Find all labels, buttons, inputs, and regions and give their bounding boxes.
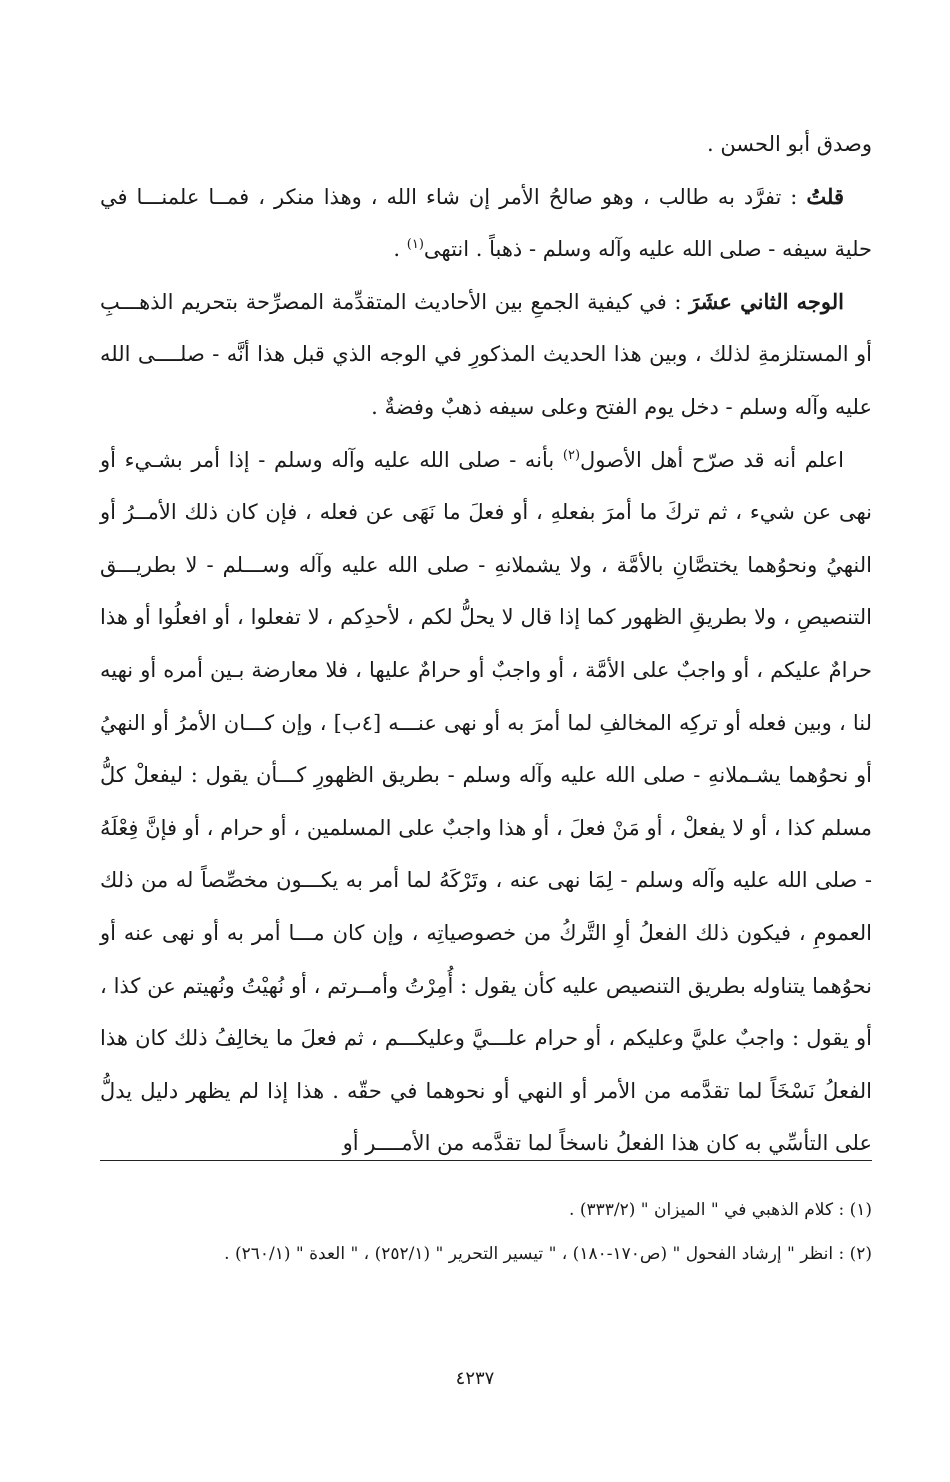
paragraph-1	[100, 118, 872, 171]
paragraph-4	[100, 434, 872, 1170]
paragraph-2-tail: .	[393, 237, 407, 262]
page-number: ٤٢٣٧	[455, 1368, 495, 1389]
footnote-ref-2: (٢)	[562, 447, 581, 463]
paragraph-4-tail: بأنه - صلى الله عليه وآله وسلم - إذا أمر بشـيء أو نهى عن شيء ، ثم تركَ ما أمرَ بفعلهِ ، أو فعلَ ما نَهَى عن فعله ، فإن كان ذلك الأمــرُ أو النهيُ ونحوُهما يختصَّانِ بالأمَّة ، ولا يشملانهِ - صلى الله عليه وآله وســـلم - لا بطريـــق التنصيصِ ، ولا بطريقِ الظهور كما إذا قال لا يحلُّ لكم ، لأحدِكم ، لا تفعلوا ، أو افعلُوا أو هذا حرامٌ عليكم ، أو واجبٌ على الأمَّة ، أو واجبٌ أو حرامٌ عليها ، فلا معارضة بـين أمره أو نهيه لنا ، وبين فعله أو تركِه المخالفِ لما أمرَ به أو نهى عنـــه [٤ب] ، وإن كـــان الأمرُ أو النهيُ أو نحوُهما يشـملانهِ - صلى الله عليه وآله وسلم - بطريق الظهورِ كـــأن يقول : ليفعلْ كلُّ مسلم كذا ، أو لا يفعلْ ، أو مَنْ فعلَ ، أو هذا واجبٌ على المسلمين ، أو حرام ، أو فإنَّ فِعْلَهُ - صلى الله عليه وآله وسلم - لِمَا نهى عنه ، وتَرْكَهُ لما أمر به يكـــون مخصِّصاً له من ذلك العمومِ ، فيكون ذلك الفعلُ أوِ التَّركُ من خصوصياتِه ، وإن كان مـــا أمر به أو نهى عنه أو نحوُهما يتناوله بطريق التنصيص عليه كأن يقول : أُمِرْتُ وأمــرتم ، أو نُهيْتُ ونُهيتم عن كذا ، أو يقول : واجبٌ عليَّ وعليكم ، أو حرام علـــيَّ وعليكـــم ، ثم فعلَ ما يخالِفُ ذلك كان هذا الفعلُ نَسْخَاً لما تقدَّمه من الأمر أو النهي أو نحوهما في حقّه . هذا إذا لم يظهر دليل يدلُّ على التأسِّي به كان هذا الفعلُ ناسخاً لما تقدَّمه من الأمــــر أو	[100, 447, 873, 1156]
main-text	[100, 118, 872, 1170]
paragraph-2	[100, 171, 872, 276]
paragraph-3-lead: الوجه الثاني عشَرَ	[689, 288, 844, 314]
paragraph-1-text: وصدق أبو الحسن .	[706, 132, 872, 156]
paragraph-3	[100, 276, 872, 434]
footnote-divider	[100, 1160, 872, 1161]
footnote-2: (٢) : انظر " إرشاد الفحول " (ص١٧٠-١٨٠) ، " تيسير التحرير " (٢٥٢/١) ، " العدة " (٢٦٠/١) .	[224, 1244, 872, 1264]
paragraph-4-text: اعلم أنه قد صرّح أهل الأصول	[580, 447, 844, 472]
paragraph-2-text: : تفرَّد به طالب ، وهو صالحُ الأمر إن شاء الله ، وهذا منكر ، فمــا علمنـــا في حلية سيفه - صلى الله عليه وآله وسلم - ذهباً . انتهى	[100, 184, 872, 262]
footnote-ref-1: (١)	[406, 237, 424, 253]
footnote-1: (١) : كلام الذهبي في " الميزان " (٣٣٣/٢) .	[569, 1200, 872, 1220]
paragraph-3-text: : في كيفية الجمعِ بين الأحاديث المتقدِّمة المصرِّحة بتحريم الذهـــبِ أو المستلزمةِ لذلك ، وبين هذا الحديث المذكورِ في الوجه الذي قبل هذا أنَّه - صلــــى الله عليه وآله وسلم - دخل يوم الفتح وعلى سيفه ذهبٌ وفضةٌ .	[100, 289, 872, 419]
footnotes	[100, 1188, 872, 1276]
paragraph-2-lead: قلتُ	[806, 183, 844, 209]
